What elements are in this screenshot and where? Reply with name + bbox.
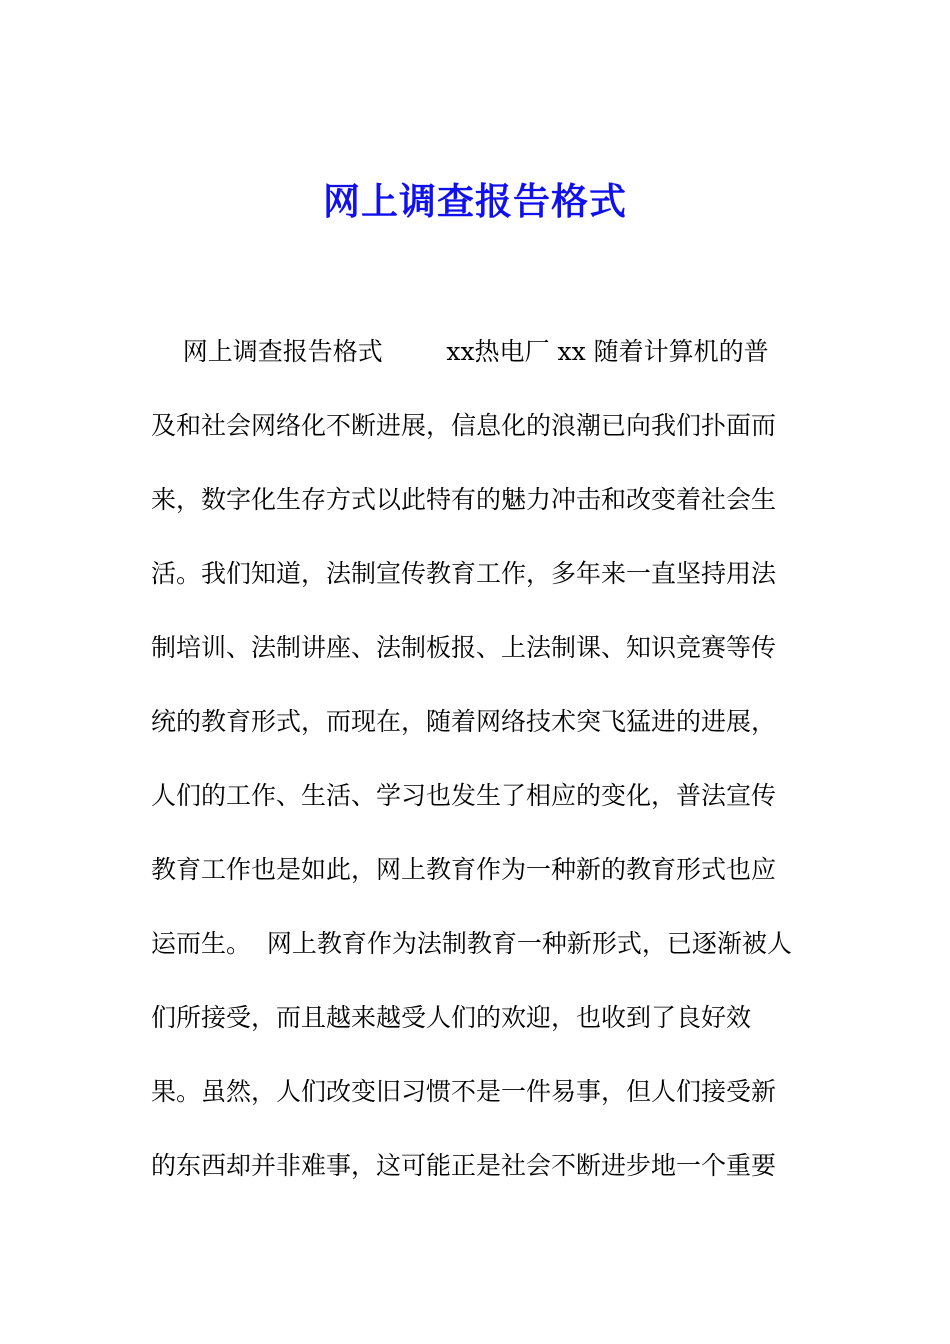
body-line: 运而生。 网上教育作为法制教育一种新形式，已逐渐被人 (151, 929, 792, 958)
body-line: 网上调查报告格式 xx热电厂 xx 随着计算机的普 (151, 337, 769, 366)
body-line: 活。我们知道，法制宣传教育工作，多年来一直坚持用法 (151, 559, 777, 588)
body-line: 制培训、法制讲座、法制板报、上法制课、知识竞赛等传 (151, 633, 777, 662)
body-line: 果。虽然，人们改变旧习惯不是一件易事，但人们接受新 (151, 1077, 777, 1106)
body-line: 统的教育形式，而现在，随着网络技术突飞猛进的进展， (151, 707, 777, 736)
body-line: 教育工作也是如此，网上教育作为一种新的教育形式也应 (151, 855, 777, 884)
body-line: 及和社会网络化不断进展，信息化的浪潮已向我们扑面而 (151, 411, 777, 440)
document-title: 网上调查报告格式 (323, 180, 627, 223)
body-line: 们所接受，而且越来越受人们的欢迎，也收到了良好效 (151, 1003, 752, 1032)
body-line: 的东西却并非难事，这可能正是社会不断进步地一个重要 (151, 1151, 777, 1180)
body-line: 来，数字化生存方式以此特有的魅力冲击和改变着社会生 (151, 485, 777, 514)
body-line: 人们的工作、生活、学习也发生了相应的变化，普法宣传 (151, 781, 777, 810)
